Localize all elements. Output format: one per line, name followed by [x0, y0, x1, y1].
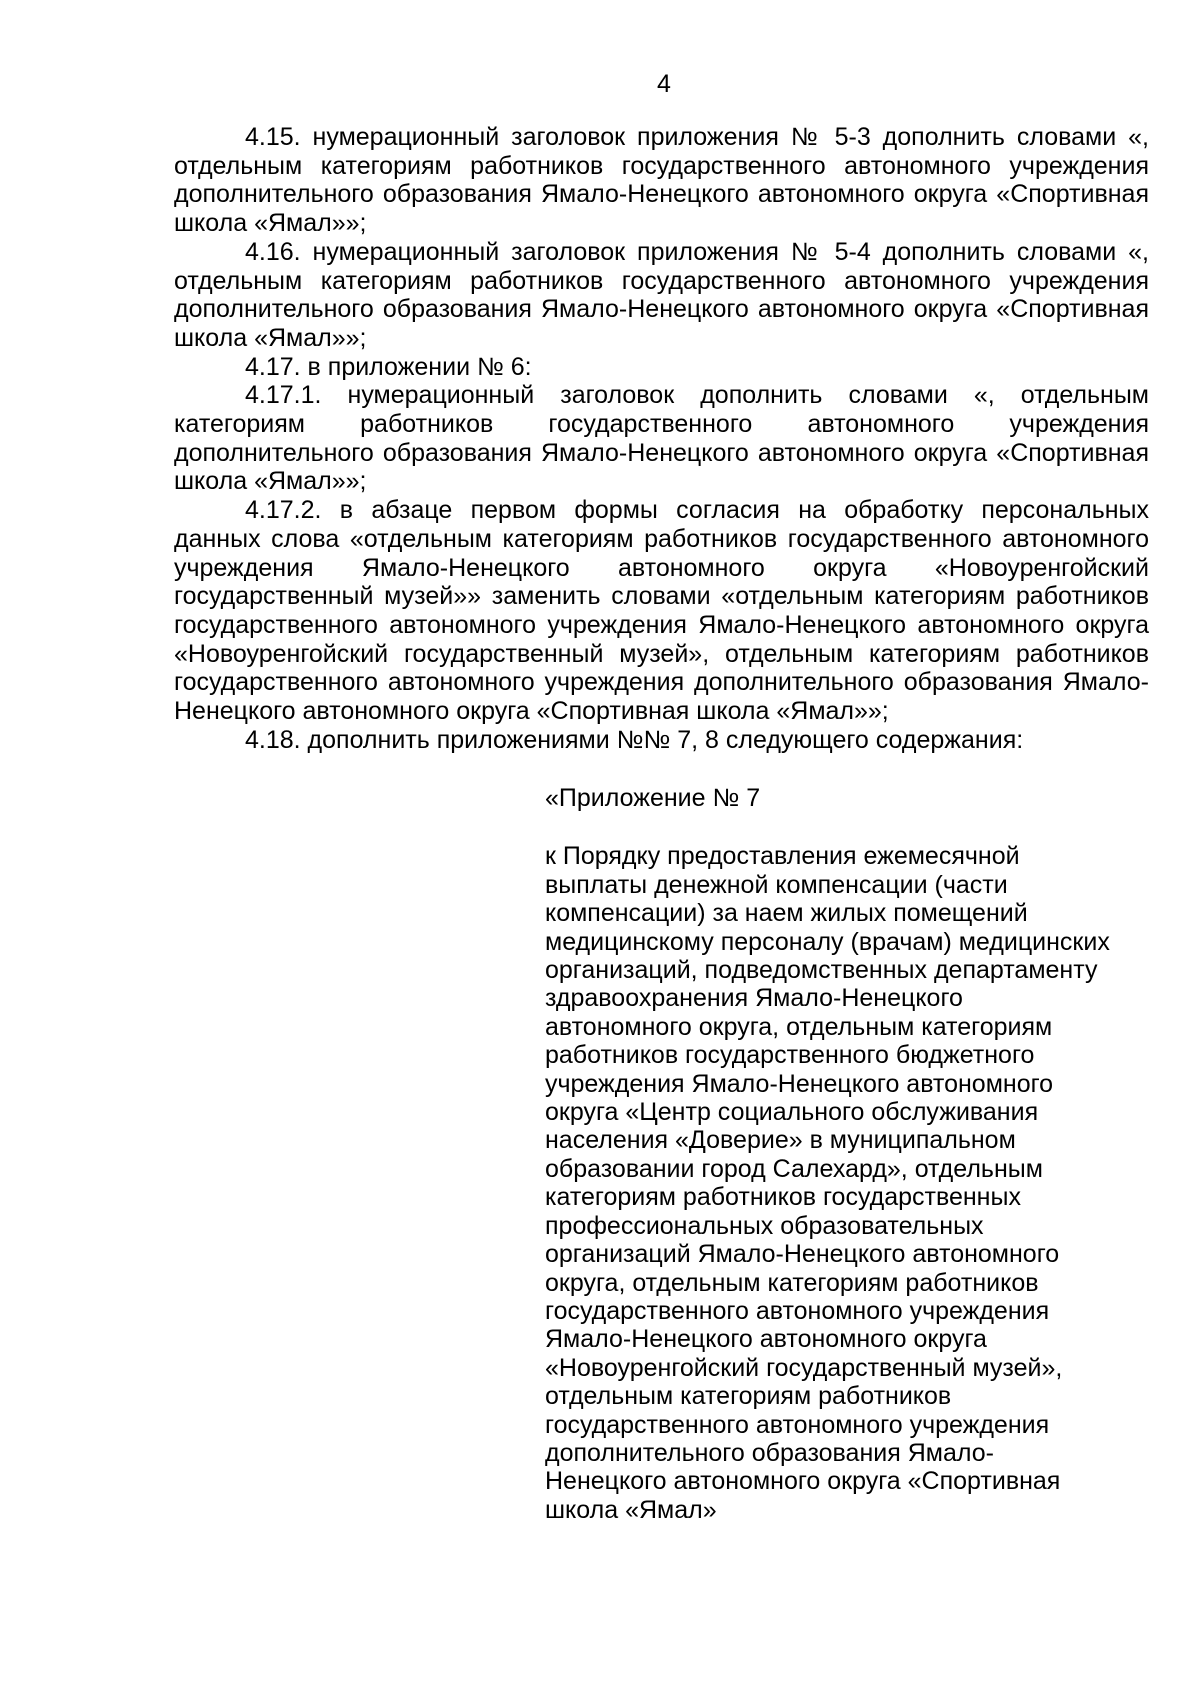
page-number: 4 — [657, 70, 671, 98]
appendix-title: «Приложение № 7 — [545, 784, 761, 812]
appendix-heading-block — [545, 784, 1165, 1524]
paragraph-4-16: 4.16. нумерационный заголовок приложения № 5-4 дополнить словами «, отдельным категориям работников государственного автономного учреждения дополнительного образования Ямало-Ненецкого автономного округа «Спортивная школа «Ямал»»; — [174, 237, 1149, 352]
paragraph-4-17-2: 4.17.2. в абзаце первом формы согласия на обработку персональных данных слова «отдельным категориям работников государственного автономного учреждения Ямало-Ненецкого автономного округа «Новоуренгойский государственный музей»» заменить словами «отдельным категориям работников государственного автономного учреждения Ямало-Ненецкого автономного округа «Новоуренгойский государственный музей», отдельным категориям работников государственного автономного учреждения дополнительного образования Ямало-Ненецкого автономного округа «Спортивная школа «Ямал»»; — [174, 496, 1149, 726]
paragraph-4-17: 4.17. в приложении № 6: — [245, 352, 532, 381]
paragraph-4-15: 4.15. нумерационный заголовок приложения № 5-3 дополнить словами «, отдельным категориям работников государственного автономного учреждения дополнительного образования Ямало-Ненецкого автономного округа «Спортивная школа «Ямал»»; — [174, 123, 1149, 238]
appendix-description: к Порядку предоставления ежемесячной выплаты денежной компенсации (части компенсации) за наем жилых помещений медицинскому персоналу (врачам) медицинских организаций, подведомственных департаменту здравоохранения Ямало-Ненецкого автономного округа, отдельным категориям работников государственного бюджетного учреждения Ямало-Ненецкого автономного округа «Центр социального обслуживания населения «Доверие» в муниципальном образовании город Салехард», отдельным категориям работников государственных профессиональных образовательных организаций Ямало-Ненецкого автономного округа, отдельным категориям работников государственного автономного учреждения Ямало-Ненецкого автономного округа «Новоуренгойский государственный музей», отдельным категориям работников государственного автономного учреждения дополнительного образования Ямало- Ненецкого автономного округа «Спортивная школа «Ямал» — [545, 842, 1110, 1524]
paragraph-4-18: 4.18. дополнить приложениями №№ 7, 8 следующего содержания: — [245, 725, 1024, 754]
paragraph-4-17-1: 4.17.1. нумерационный заголовок дополнить словами «, отдельным категориям работников государственного автономного учреждения дополнительного образования Ямало-Ненецкого автономного округа «Спортивная школа «Ямал»»; — [174, 381, 1149, 496]
document-body — [174, 123, 1149, 754]
